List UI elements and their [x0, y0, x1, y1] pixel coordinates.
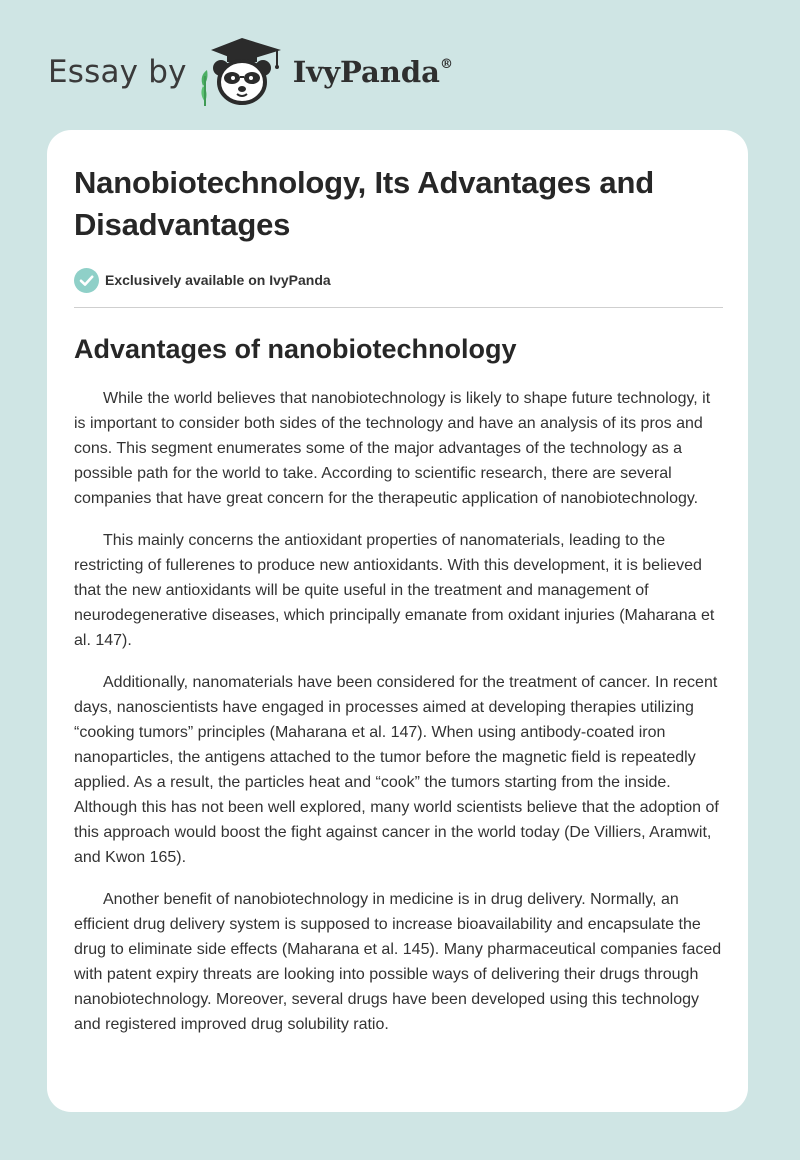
essay-by-label: Essay by	[48, 54, 187, 90]
brand-text: IvyPanda	[292, 55, 440, 89]
paragraph-3: Additionally, nanomaterials have been considered for the treatment of cancer. In recent days, nanoscientists have engaged in processes aimed at developing therapies utilizing “cooking tumors” principles (Maharana et al. 147). When using antibody-coated iron nanoparticles, the antigens attached to the tumor before the magnetic field is repeatedly applied. As a result, the particles heat and “cook” the tumors starting from the inside. Although this has not been well explored, many world scientists believe that the adoption of this approach would boost the fight against cancer in the world today (De Villiers, Aramwit, and Kwon 165).	[74, 674, 719, 866]
trademark-symbol: ®	[439, 57, 453, 72]
essay-card	[47, 130, 748, 1112]
paragraph-2: This mainly concerns the antioxidant properties of nanomaterials, leading to the restricting of fullerenes to produce new antioxidants. With this development, it is believed that the new antioxidants will be quite useful in the treatment and management of neurodegenerative diseases, which principally emanate from oxidant injuries (Maharana et al. 147).	[74, 532, 715, 649]
brand-name[interactable]	[293, 55, 453, 89]
divider	[74, 307, 723, 308]
panda-graduate-icon[interactable]	[197, 36, 287, 108]
exclusive-badge	[74, 267, 722, 293]
essay-body	[74, 386, 722, 1037]
section-heading: Advantages of nanobiotechnology	[74, 334, 517, 364]
check-circle-icon	[74, 268, 99, 293]
exclusive-badge-label: Exclusively available on IvyPanda	[105, 272, 331, 288]
paragraph-4: Another benefit of nanobiotechnology in medicine is in drug delivery. Normally, an efficient drug delivery system is supposed to increase bioavailability and encapsulate the drug to eliminate side effects (Maharana et al. 145). Many pharmaceutical companies faced with patent expiry threats are looking into possible ways of delivering their drugs through nanobiotechnology. Moreover, several drugs have been developed using this technology and registered improved drug solubility ratio.	[74, 891, 722, 1033]
paragraph-1: While the world believes that nanobiotechnology is likely to shape future technology, it is important to consider both sides of the technology and have an analysis of its pros and cons. This segment enumerates some of the major advantages of the technology as a possible path for the world to take. According to scientific research, there are several companies that have great concern for the therapeutic application of nanobiotechnology.	[74, 390, 711, 507]
site-header	[48, 36, 453, 108]
page-title: Nanobiotechnology, Its Advantages and Disadvantages	[74, 165, 654, 242]
